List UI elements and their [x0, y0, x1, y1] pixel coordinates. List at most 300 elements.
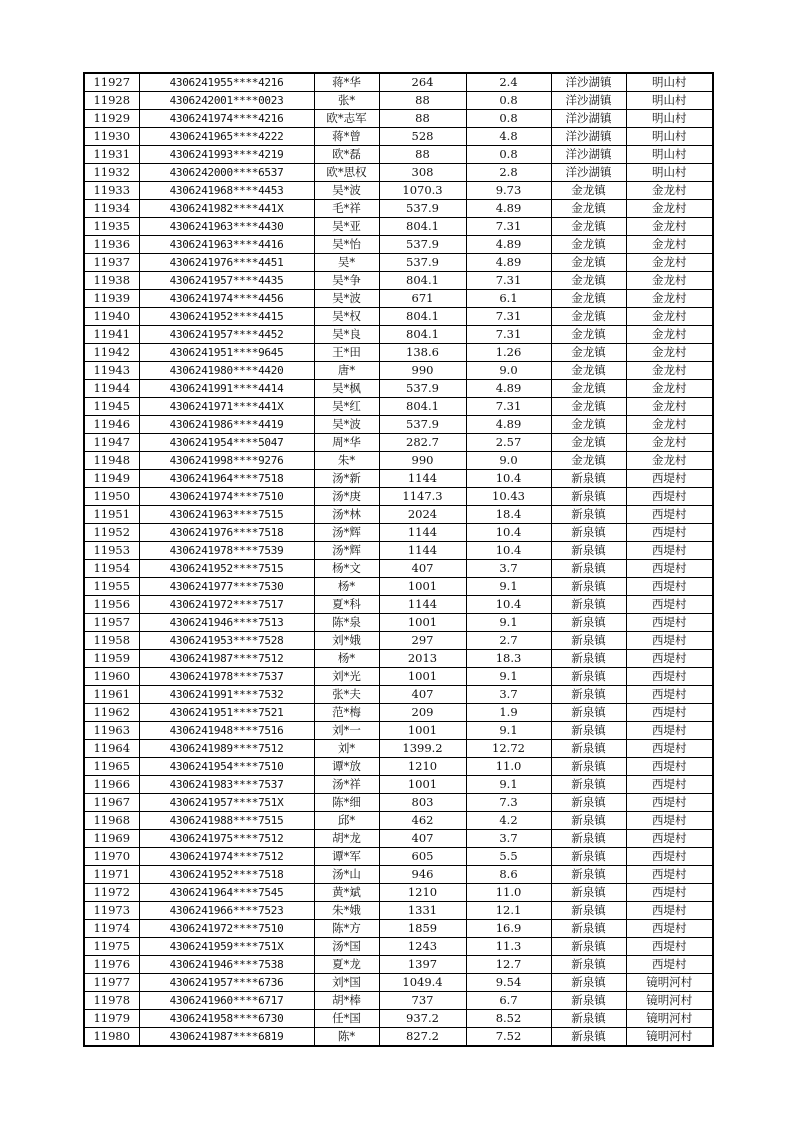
row-number-cell: 11964	[84, 740, 139, 758]
town-cell: 新泉镇	[551, 974, 626, 992]
amount-cell: 88	[379, 92, 466, 110]
name-cell: 陈*	[314, 1028, 379, 1047]
village-cell: 西堤村	[626, 812, 713, 830]
village-cell: 西堤村	[626, 506, 713, 524]
amount-cell: 537.9	[379, 254, 466, 272]
name-cell: 汤*新	[314, 470, 379, 488]
village-cell: 西堤村	[626, 902, 713, 920]
table-row	[84, 290, 713, 308]
village-cell: 西堤村	[626, 956, 713, 974]
row-number-cell: 11949	[84, 470, 139, 488]
area-cell: 7.31	[466, 326, 551, 344]
amount-cell: 1147.3	[379, 488, 466, 506]
town-cell: 新泉镇	[551, 704, 626, 722]
town-cell: 新泉镇	[551, 668, 626, 686]
area-cell: 0.8	[466, 146, 551, 164]
village-cell: 西堤村	[626, 686, 713, 704]
table-row	[84, 506, 713, 524]
village-cell: 西堤村	[626, 938, 713, 956]
id-number-cell: 4306241954****5047	[139, 434, 314, 452]
table-row	[84, 326, 713, 344]
area-cell: 4.8	[466, 128, 551, 146]
table-row	[84, 578, 713, 596]
town-cell: 金龙镇	[551, 182, 626, 200]
name-cell: 胡*龙	[314, 830, 379, 848]
table-row	[84, 182, 713, 200]
town-cell: 洋沙湖镇	[551, 146, 626, 164]
village-cell: 金龙村	[626, 200, 713, 218]
table-row	[84, 380, 713, 398]
id-number-cell: 4306241982****441X	[139, 200, 314, 218]
area-cell: 7.31	[466, 308, 551, 326]
area-cell: 1.26	[466, 344, 551, 362]
name-cell: 任*国	[314, 1010, 379, 1028]
area-cell: 7.31	[466, 272, 551, 290]
table-row	[84, 884, 713, 902]
village-cell: 西堤村	[626, 488, 713, 506]
area-cell: 11.3	[466, 938, 551, 956]
id-number-cell: 4306241952****7518	[139, 866, 314, 884]
row-number-cell: 11955	[84, 578, 139, 596]
amount-cell: 1049.4	[379, 974, 466, 992]
area-cell: 9.1	[466, 668, 551, 686]
town-cell: 新泉镇	[551, 848, 626, 866]
area-cell: 2.8	[466, 164, 551, 182]
row-number-cell: 11938	[84, 272, 139, 290]
row-number-cell: 11980	[84, 1028, 139, 1047]
row-number-cell: 11935	[84, 218, 139, 236]
town-cell: 金龙镇	[551, 272, 626, 290]
amount-cell: 1001	[379, 614, 466, 632]
row-number-cell: 11975	[84, 938, 139, 956]
amount-cell: 88	[379, 110, 466, 128]
table-row	[84, 308, 713, 326]
village-cell: 西堤村	[626, 560, 713, 578]
row-number-cell: 11928	[84, 92, 139, 110]
area-cell: 9.1	[466, 578, 551, 596]
village-cell: 金龙村	[626, 398, 713, 416]
table-row	[84, 650, 713, 668]
village-cell: 金龙村	[626, 326, 713, 344]
village-cell: 金龙村	[626, 452, 713, 470]
amount-cell: 407	[379, 560, 466, 578]
village-cell: 西堤村	[626, 866, 713, 884]
area-cell: 9.0	[466, 362, 551, 380]
row-number-cell: 11953	[84, 542, 139, 560]
name-cell: 谭*军	[314, 848, 379, 866]
area-cell: 12.7	[466, 956, 551, 974]
town-cell: 洋沙湖镇	[551, 128, 626, 146]
village-cell: 金龙村	[626, 272, 713, 290]
town-cell: 新泉镇	[551, 884, 626, 902]
data-table	[83, 72, 714, 1047]
id-number-cell: 4306241989****7512	[139, 740, 314, 758]
area-cell: 9.1	[466, 614, 551, 632]
village-cell: 镜明河村	[626, 974, 713, 992]
name-cell: 张*	[314, 92, 379, 110]
area-cell: 4.89	[466, 236, 551, 254]
amount-cell: 804.1	[379, 218, 466, 236]
amount-cell: 528	[379, 128, 466, 146]
name-cell: 陈*细	[314, 794, 379, 812]
id-number-cell: 4306241959****751X	[139, 938, 314, 956]
town-cell: 金龙镇	[551, 290, 626, 308]
table-row	[84, 920, 713, 938]
id-number-cell: 4306241971****441X	[139, 398, 314, 416]
table-row	[84, 560, 713, 578]
town-cell: 新泉镇	[551, 578, 626, 596]
id-number-cell: 4306241972****7510	[139, 920, 314, 938]
amount-cell: 1001	[379, 668, 466, 686]
id-number-cell: 4306241957****751X	[139, 794, 314, 812]
amount-cell: 671	[379, 290, 466, 308]
table-row	[84, 254, 713, 272]
name-cell: 陈*方	[314, 920, 379, 938]
area-cell: 8.52	[466, 1010, 551, 1028]
table-row	[84, 830, 713, 848]
amount-cell: 537.9	[379, 416, 466, 434]
town-cell: 新泉镇	[551, 506, 626, 524]
area-cell: 10.43	[466, 488, 551, 506]
name-cell: 谭*放	[314, 758, 379, 776]
amount-cell: 537.9	[379, 200, 466, 218]
id-number-cell: 4306241966****7523	[139, 902, 314, 920]
table-row	[84, 542, 713, 560]
area-cell: 9.1	[466, 776, 551, 794]
village-cell: 金龙村	[626, 236, 713, 254]
town-cell: 新泉镇	[551, 1010, 626, 1028]
area-cell: 3.7	[466, 686, 551, 704]
table-row	[84, 164, 713, 182]
area-cell: 2.57	[466, 434, 551, 452]
table-row	[84, 73, 713, 92]
amount-cell: 804.1	[379, 326, 466, 344]
town-cell: 新泉镇	[551, 722, 626, 740]
table-row	[84, 614, 713, 632]
name-cell: 汤*林	[314, 506, 379, 524]
area-cell: 11.0	[466, 884, 551, 902]
table-row	[84, 200, 713, 218]
id-number-cell: 4306241964****7518	[139, 470, 314, 488]
row-number-cell: 11940	[84, 308, 139, 326]
id-number-cell: 4306241991****4414	[139, 380, 314, 398]
village-cell: 明山村	[626, 92, 713, 110]
town-cell: 新泉镇	[551, 614, 626, 632]
row-number-cell: 11945	[84, 398, 139, 416]
row-number-cell: 11963	[84, 722, 139, 740]
name-cell: 汤*辉	[314, 542, 379, 560]
id-number-cell: 4306242001****0023	[139, 92, 314, 110]
table-row	[84, 794, 713, 812]
id-number-cell: 4306241954****7510	[139, 758, 314, 776]
village-cell: 镜明河村	[626, 1010, 713, 1028]
area-cell: 5.5	[466, 848, 551, 866]
id-number-cell: 4306241955****4216	[139, 73, 314, 92]
area-cell: 9.73	[466, 182, 551, 200]
id-number-cell: 4306241951****9645	[139, 344, 314, 362]
amount-cell: 804.1	[379, 272, 466, 290]
name-cell: 刘*一	[314, 722, 379, 740]
town-cell: 新泉镇	[551, 938, 626, 956]
row-number-cell: 11957	[84, 614, 139, 632]
id-number-cell: 4306241960****6717	[139, 992, 314, 1010]
area-cell: 2.4	[466, 73, 551, 92]
id-number-cell: 4306241951****7521	[139, 704, 314, 722]
table-row	[84, 344, 713, 362]
table-row	[84, 488, 713, 506]
name-cell: 周*华	[314, 434, 379, 452]
amount-cell: 1144	[379, 470, 466, 488]
area-cell: 4.89	[466, 254, 551, 272]
row-number-cell: 11962	[84, 704, 139, 722]
table-row	[84, 452, 713, 470]
row-number-cell: 11939	[84, 290, 139, 308]
row-number-cell: 11979	[84, 1010, 139, 1028]
name-cell: 胡*棒	[314, 992, 379, 1010]
amount-cell: 990	[379, 362, 466, 380]
row-number-cell: 11933	[84, 182, 139, 200]
amount-cell: 138.6	[379, 344, 466, 362]
row-number-cell: 11970	[84, 848, 139, 866]
row-number-cell: 11943	[84, 362, 139, 380]
table-row	[84, 92, 713, 110]
amount-cell: 737	[379, 992, 466, 1010]
row-number-cell: 11974	[84, 920, 139, 938]
table-row	[84, 740, 713, 758]
id-number-cell: 4306242000****6537	[139, 164, 314, 182]
village-cell: 西堤村	[626, 794, 713, 812]
village-cell: 明山村	[626, 110, 713, 128]
table-row	[84, 686, 713, 704]
amount-cell: 990	[379, 452, 466, 470]
village-cell: 明山村	[626, 73, 713, 92]
table-row	[84, 1010, 713, 1028]
town-cell: 洋沙湖镇	[551, 92, 626, 110]
name-cell: 汤*祥	[314, 776, 379, 794]
id-number-cell: 4306241958****6730	[139, 1010, 314, 1028]
name-cell: 吴*红	[314, 398, 379, 416]
id-number-cell: 4306241991****7532	[139, 686, 314, 704]
village-cell: 西堤村	[626, 596, 713, 614]
amount-cell: 1144	[379, 524, 466, 542]
id-number-cell: 4306241946****7538	[139, 956, 314, 974]
town-cell: 金龙镇	[551, 398, 626, 416]
name-cell: 吴*波	[314, 290, 379, 308]
amount-cell: 2024	[379, 506, 466, 524]
id-number-cell: 4306241978****7537	[139, 668, 314, 686]
area-cell: 12.72	[466, 740, 551, 758]
area-cell: 7.52	[466, 1028, 551, 1047]
row-number-cell: 11977	[84, 974, 139, 992]
village-cell: 金龙村	[626, 380, 713, 398]
table-row	[84, 1028, 713, 1047]
id-number-cell: 4306241974****4456	[139, 290, 314, 308]
row-number-cell: 11956	[84, 596, 139, 614]
town-cell: 新泉镇	[551, 650, 626, 668]
amount-cell: 1144	[379, 542, 466, 560]
name-cell: 刘*娥	[314, 632, 379, 650]
town-cell: 洋沙湖镇	[551, 73, 626, 92]
amount-cell: 1331	[379, 902, 466, 920]
row-number-cell: 11972	[84, 884, 139, 902]
town-cell: 新泉镇	[551, 920, 626, 938]
row-number-cell: 11934	[84, 200, 139, 218]
id-number-cell: 4306241998****9276	[139, 452, 314, 470]
village-cell: 明山村	[626, 164, 713, 182]
row-number-cell: 11952	[84, 524, 139, 542]
amount-cell: 209	[379, 704, 466, 722]
area-cell: 4.89	[466, 416, 551, 434]
amount-cell: 937.2	[379, 1010, 466, 1028]
table-row	[84, 812, 713, 830]
amount-cell: 803	[379, 794, 466, 812]
id-number-cell: 4306241974****7510	[139, 488, 314, 506]
village-cell: 西堤村	[626, 542, 713, 560]
area-cell: 10.4	[466, 470, 551, 488]
id-number-cell: 4306241986****4419	[139, 416, 314, 434]
row-number-cell: 11951	[84, 506, 139, 524]
amount-cell: 1859	[379, 920, 466, 938]
row-number-cell: 11968	[84, 812, 139, 830]
id-number-cell: 4306241957****4452	[139, 326, 314, 344]
area-cell: 6.1	[466, 290, 551, 308]
name-cell: 杨*	[314, 578, 379, 596]
town-cell: 新泉镇	[551, 812, 626, 830]
village-cell: 金龙村	[626, 290, 713, 308]
row-number-cell: 11976	[84, 956, 139, 974]
id-number-cell: 4306241975****7512	[139, 830, 314, 848]
name-cell: 吴*	[314, 254, 379, 272]
amount-cell: 462	[379, 812, 466, 830]
table-row	[84, 992, 713, 1010]
village-cell: 西堤村	[626, 848, 713, 866]
village-cell: 金龙村	[626, 344, 713, 362]
area-cell: 11.0	[466, 758, 551, 776]
name-cell: 夏*科	[314, 596, 379, 614]
area-cell: 10.4	[466, 542, 551, 560]
amount-cell: 1001	[379, 722, 466, 740]
town-cell: 新泉镇	[551, 992, 626, 1010]
name-cell: 欧*磊	[314, 146, 379, 164]
area-cell: 0.8	[466, 110, 551, 128]
row-number-cell: 11948	[84, 452, 139, 470]
amount-cell: 1243	[379, 938, 466, 956]
area-cell: 8.6	[466, 866, 551, 884]
village-cell: 西堤村	[626, 776, 713, 794]
id-number-cell: 4306241952****4415	[139, 308, 314, 326]
row-number-cell: 11941	[84, 326, 139, 344]
amount-cell: 264	[379, 73, 466, 92]
id-number-cell: 4306241963****7515	[139, 506, 314, 524]
town-cell: 金龙镇	[551, 434, 626, 452]
table-row	[84, 758, 713, 776]
table-row	[84, 272, 713, 290]
amount-cell: 804.1	[379, 308, 466, 326]
id-number-cell: 4306241968****4453	[139, 182, 314, 200]
area-cell: 7.31	[466, 218, 551, 236]
row-number-cell: 11973	[84, 902, 139, 920]
table-row	[84, 524, 713, 542]
village-cell: 明山村	[626, 128, 713, 146]
table-row	[84, 398, 713, 416]
village-cell: 镜明河村	[626, 1028, 713, 1047]
amount-cell: 1397	[379, 956, 466, 974]
table-row	[84, 218, 713, 236]
area-cell: 1.9	[466, 704, 551, 722]
row-number-cell: 11944	[84, 380, 139, 398]
town-cell: 金龙镇	[551, 218, 626, 236]
id-number-cell: 4306241993****4219	[139, 146, 314, 164]
town-cell: 新泉镇	[551, 686, 626, 704]
name-cell: 唐*	[314, 362, 379, 380]
town-cell: 金龙镇	[551, 380, 626, 398]
name-cell: 吴*权	[314, 308, 379, 326]
table-row	[84, 632, 713, 650]
village-cell: 金龙村	[626, 362, 713, 380]
id-number-cell: 4306241948****7516	[139, 722, 314, 740]
village-cell: 金龙村	[626, 416, 713, 434]
name-cell: 吴*波	[314, 416, 379, 434]
area-cell: 9.54	[466, 974, 551, 992]
name-cell: 蒋*曾	[314, 128, 379, 146]
town-cell: 新泉镇	[551, 632, 626, 650]
name-cell: 吴*枫	[314, 380, 379, 398]
area-cell: 10.4	[466, 524, 551, 542]
table-row	[84, 848, 713, 866]
area-cell: 7.31	[466, 398, 551, 416]
table-row	[84, 776, 713, 794]
amount-cell: 407	[379, 830, 466, 848]
table-row	[84, 362, 713, 380]
village-cell: 镜明河村	[626, 992, 713, 1010]
area-cell: 16.9	[466, 920, 551, 938]
town-cell: 金龙镇	[551, 344, 626, 362]
row-number-cell: 11947	[84, 434, 139, 452]
name-cell: 汤*山	[314, 866, 379, 884]
area-cell: 9.0	[466, 452, 551, 470]
town-cell: 金龙镇	[551, 236, 626, 254]
table-row	[84, 722, 713, 740]
row-number-cell: 11932	[84, 164, 139, 182]
area-cell: 4.2	[466, 812, 551, 830]
table-row	[84, 416, 713, 434]
row-number-cell: 11967	[84, 794, 139, 812]
id-number-cell: 4306241952****7515	[139, 560, 314, 578]
row-number-cell: 11965	[84, 758, 139, 776]
row-number-cell: 11966	[84, 776, 139, 794]
village-cell: 金龙村	[626, 182, 713, 200]
id-number-cell: 4306241977****7530	[139, 578, 314, 596]
amount-cell: 605	[379, 848, 466, 866]
amount-cell: 1070.3	[379, 182, 466, 200]
id-number-cell: 4306241983****7537	[139, 776, 314, 794]
amount-cell: 804.1	[379, 398, 466, 416]
town-cell: 洋沙湖镇	[551, 164, 626, 182]
area-cell: 0.8	[466, 92, 551, 110]
id-number-cell: 4306241964****7545	[139, 884, 314, 902]
town-cell: 新泉镇	[551, 956, 626, 974]
town-cell: 洋沙湖镇	[551, 110, 626, 128]
village-cell: 西堤村	[626, 524, 713, 542]
amount-cell: 1399.2	[379, 740, 466, 758]
row-number-cell: 11961	[84, 686, 139, 704]
town-cell: 金龙镇	[551, 416, 626, 434]
table-row	[84, 236, 713, 254]
id-number-cell: 4306241963****4416	[139, 236, 314, 254]
name-cell: 黄*斌	[314, 884, 379, 902]
id-number-cell: 4306241953****7528	[139, 632, 314, 650]
row-number-cell: 11942	[84, 344, 139, 362]
